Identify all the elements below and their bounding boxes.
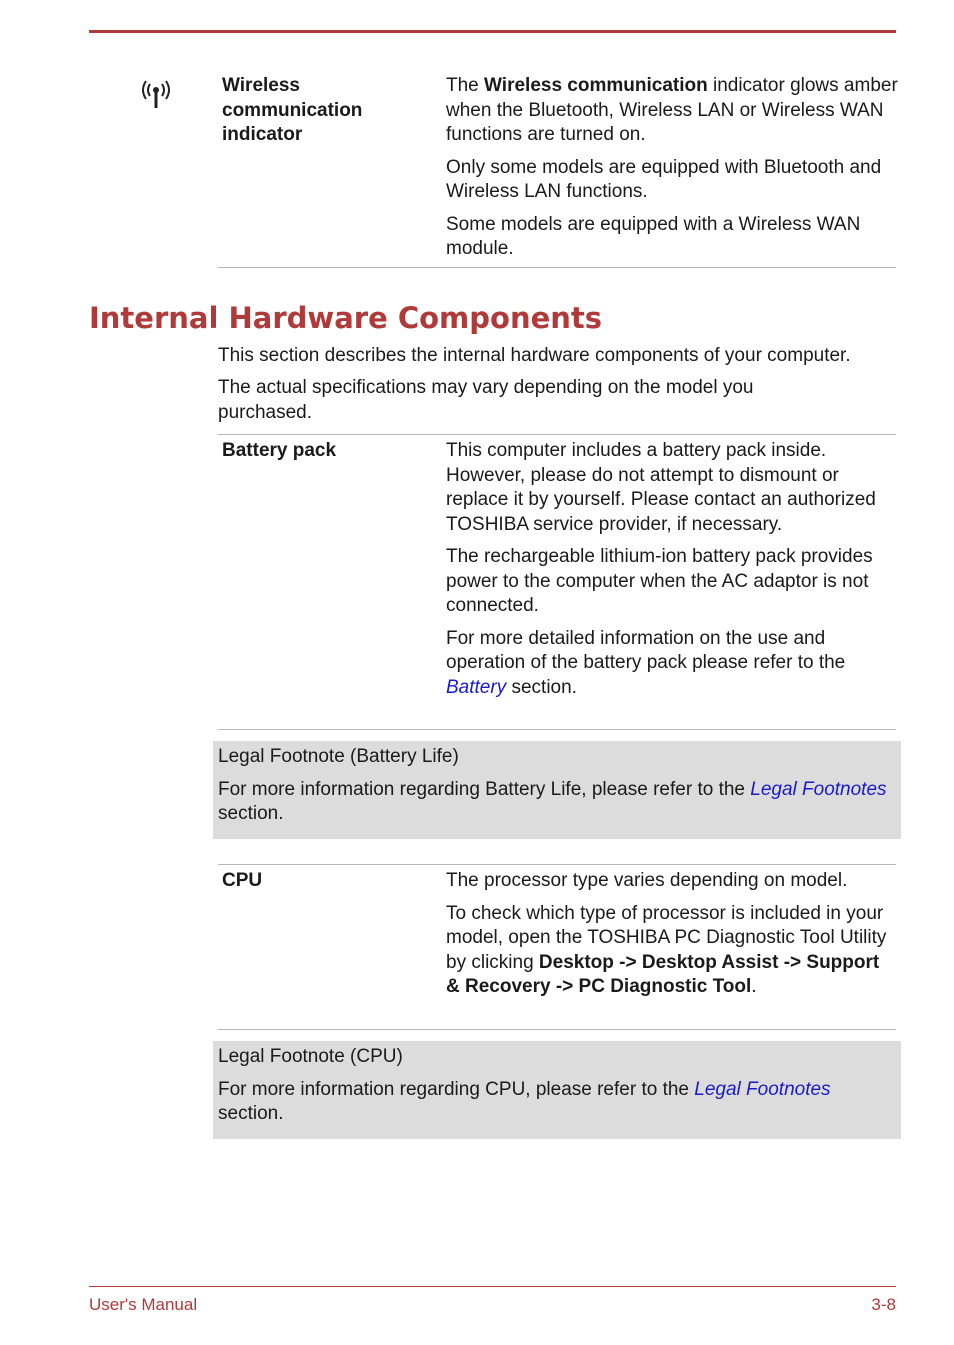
- note-title: Legal Footnote (CPU): [218, 1046, 403, 1067]
- note-title: Legal Footnote (Battery Life): [218, 746, 459, 767]
- section-title: Internal Hardware Components: [89, 301, 603, 335]
- text-run: section.: [218, 803, 284, 824]
- cpu-paragraph-2: [446, 902, 898, 1000]
- wireless-antenna-icon: [139, 78, 173, 110]
- text-run: section.: [506, 676, 577, 698]
- battery-paragraph-2: The rechargeable lithium-ion battery pack provides power to the computer when the AC adaptor is not connected.: [446, 546, 873, 616]
- row-divider: [218, 1029, 896, 1030]
- wireless-term: Wireless communication indicator: [222, 75, 363, 145]
- note-body: [218, 1078, 896, 1127]
- text-run: To check which type of processor is included in your model, open the TOSHIBA PC Diagnostic Tool Utility by clicking: [446, 902, 887, 973]
- wireless-paragraph-3: Some models are equipped with a Wireless WAN module.: [446, 213, 861, 259]
- row-divider: [218, 864, 896, 865]
- footer-manual-title: User's Manual: [89, 1295, 198, 1314]
- cpu-description: [446, 869, 898, 1008]
- legal-footnotes-link[interactable]: Legal Footnotes: [750, 778, 887, 800]
- wireless-paragraph-1: [446, 74, 898, 148]
- row-divider: [218, 729, 896, 730]
- text-run: .: [751, 976, 757, 997]
- legal-footnotes-link[interactable]: Legal Footnotes: [694, 1078, 831, 1100]
- footer-page-number: 3-8: [871, 1295, 896, 1314]
- wireless-description: [446, 74, 898, 270]
- section-intro-2: The actual specifications may vary depending on the model you purchased.: [218, 377, 754, 423]
- note-body: [218, 778, 896, 827]
- text-run: The: [446, 75, 485, 96]
- header-rule: [89, 30, 896, 33]
- battery-link[interactable]: Battery: [446, 676, 507, 698]
- battery-legal-footnote: [213, 741, 901, 839]
- text-run: For more detailed information on the use and operation of the battery pack please refer to the: [446, 627, 846, 673]
- battery-paragraph-3: [446, 627, 898, 701]
- text-run: For more information regarding CPU, please refer to the: [218, 1078, 695, 1100]
- cpu-term: CPU: [222, 870, 263, 891]
- text-run: indicator glows amber when the Bluetooth, Wireless LAN or Wireless WAN functions are turned on.: [446, 75, 898, 145]
- footer-rule: [89, 1286, 896, 1287]
- battery-term: Battery pack: [222, 440, 337, 461]
- battery-paragraph-1: This computer includes a battery pack inside. However, please do not attempt to dismount or replace it by yourself. Please contact an authorized TOSHIBA service provider, if necessary.: [446, 440, 876, 535]
- text-run: section.: [218, 1103, 284, 1124]
- row-divider: [218, 434, 896, 435]
- wireless-paragraph-2: Only some models are equipped with Bluetooth and Wireless LAN functions.: [446, 156, 882, 202]
- battery-description: [446, 439, 898, 708]
- menu-path: Desktop -> Desktop Assist -> Support & Recovery -> PC Diagnostic Tool: [446, 951, 880, 997]
- cpu-legal-footnote: [213, 1041, 901, 1139]
- section-intro-1: This section describes the internal hardware components of your computer.: [218, 345, 851, 366]
- text-run: For more information regarding Battery Life, please refer to the: [218, 778, 751, 800]
- bold-term: Wireless communication: [484, 75, 708, 96]
- cpu-paragraph-1: The processor type varies depending on model.: [446, 870, 848, 891]
- row-divider: [218, 267, 896, 268]
